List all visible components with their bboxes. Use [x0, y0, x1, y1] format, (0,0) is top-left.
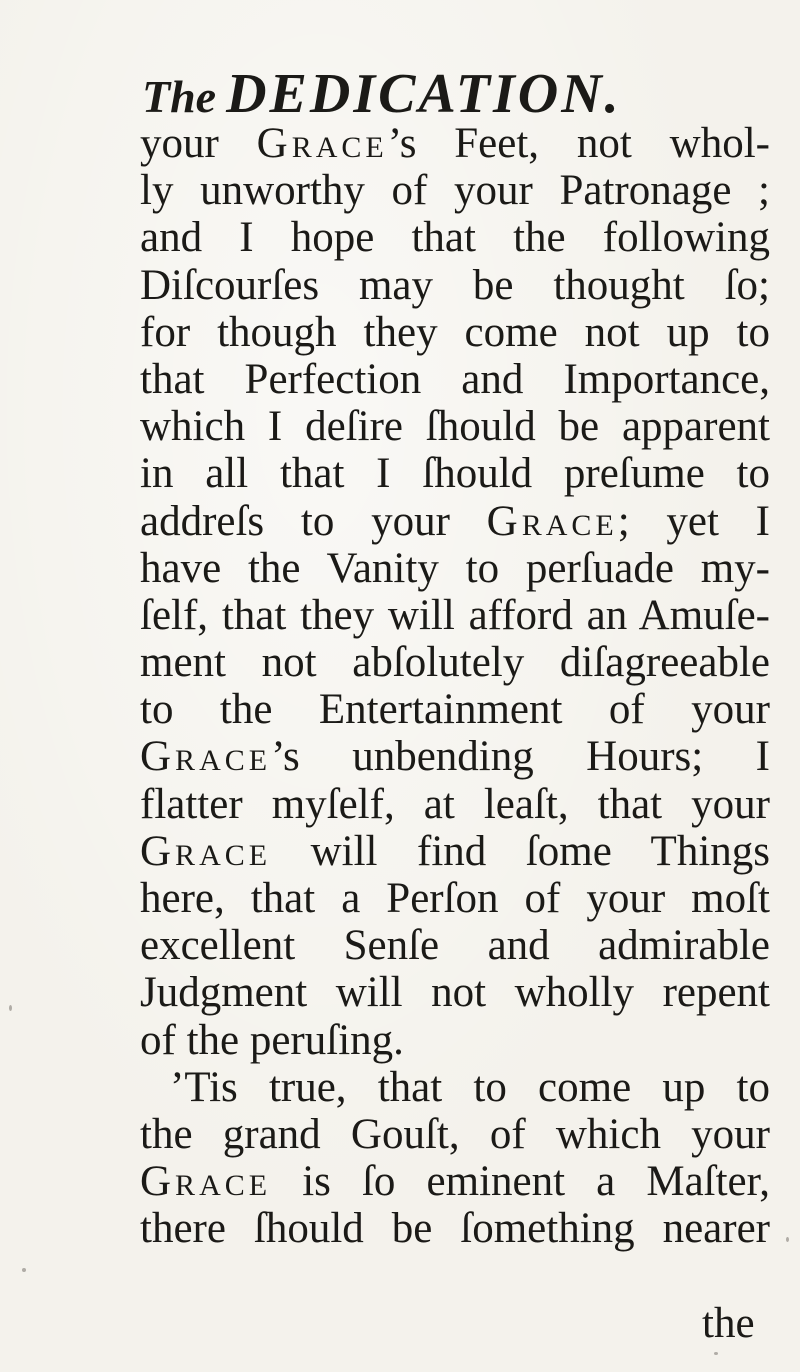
text-line: flatter myſelf, at leaſt, that your — [140, 780, 770, 828]
text-line: here, that a Perſon of your moſt — [140, 875, 770, 922]
text-line: there ſhould be ſomething nearer — [140, 1205, 770, 1253]
text-line: ’Tis true, that to come up to — [170, 1063, 770, 1111]
grace-smallcaps: Grace — [140, 827, 272, 875]
text-line: that Perfection and Importance, — [140, 355, 770, 403]
text-line: Grace is ſo eminent a Maſter, — [140, 1158, 770, 1206]
text-line: of the peruſing. — [140, 1016, 404, 1064]
text-line: the grand Gouſt, of which your — [140, 1110, 770, 1158]
grace-smallcaps: Grace — [486, 497, 618, 545]
grace-smallcaps: Grace — [140, 733, 272, 781]
text-line: which I deſire ſhould be apparent — [140, 403, 770, 451]
text-line: Grace will find ſome Things — [140, 827, 770, 875]
text-line: in all that I ſhould preſume to — [140, 450, 770, 498]
text-line: Diſcourſes may be thought ſo; — [140, 261, 770, 309]
catchword: the — [702, 1300, 755, 1347]
header-title: DEDICATION. — [226, 63, 622, 125]
paper-speck — [714, 1352, 718, 1355]
text-line: Judgment will not wholly repent — [140, 969, 770, 1017]
text-line: have the Vanity to perſuade my- — [140, 544, 770, 592]
text-line: to the Entertainment of your — [140, 686, 770, 734]
paper-speck — [22, 1268, 26, 1272]
text-line: Grace’s unbending Hours; I — [140, 733, 770, 781]
header-prefix: The — [142, 71, 217, 122]
text-line: excellent Senſe and admirable — [140, 922, 770, 970]
text-line: ly unworthy of your Patronage ; — [140, 167, 770, 215]
paper-speck — [9, 1005, 12, 1011]
dedication-text — [140, 120, 770, 1253]
text-line: addreſs to your Grace; yet I — [140, 497, 770, 545]
grace-smallcaps: Grace — [140, 1158, 272, 1206]
text-line: for though they come not up to — [140, 308, 770, 356]
text-line: ment not abſolutely diſagreeable — [140, 639, 770, 687]
text-line: and I hope that the following — [140, 214, 770, 262]
paper-speck — [786, 1237, 789, 1242]
grace-smallcaps: Grace — [256, 120, 388, 167]
text-line: ſelf, that they will afford an Amuſe- — [140, 591, 770, 639]
running-header — [142, 62, 702, 125]
text-line: your Grace’s Feet, not whol- — [140, 120, 770, 167]
